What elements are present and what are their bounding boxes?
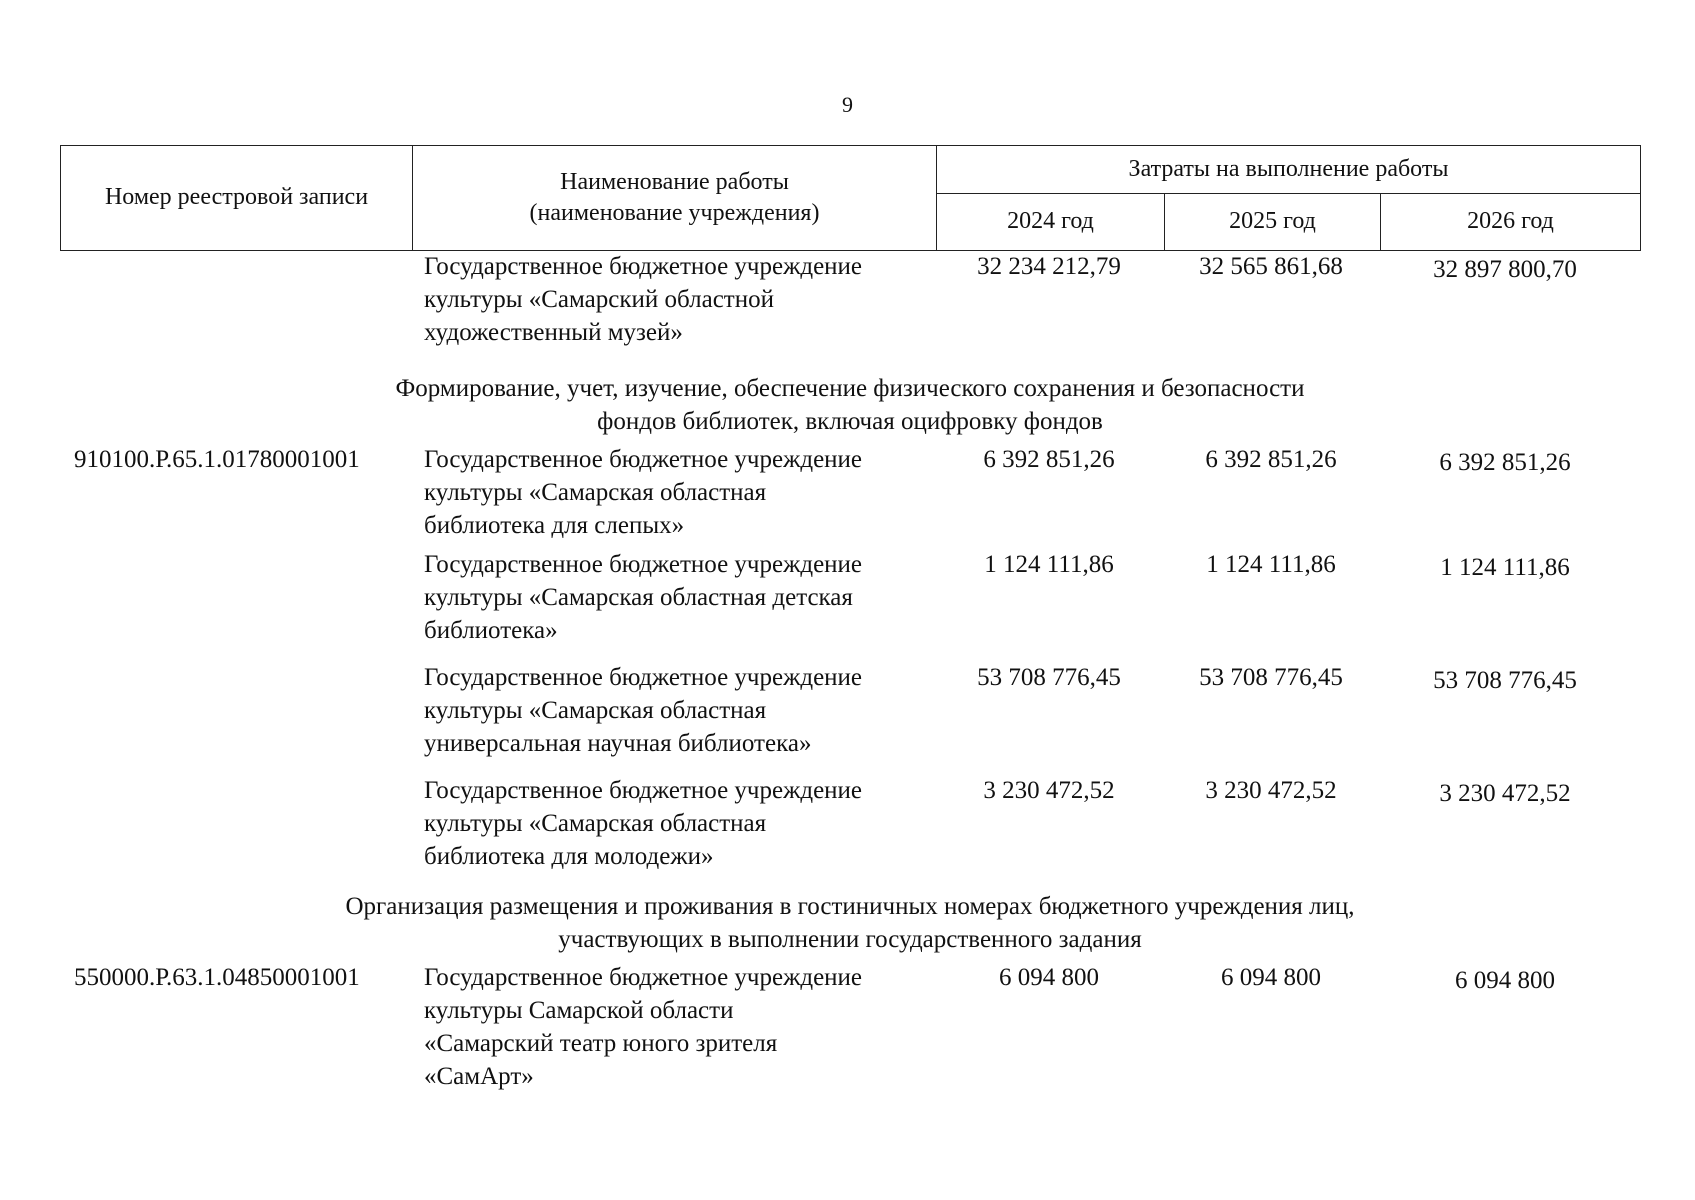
header-year-2024: 2024 год [937, 194, 1165, 251]
header-work-name-line1: Наименование работы [560, 168, 789, 195]
registry-number: 550000.Р.63.1.04850001001 [74, 964, 360, 991]
institution-name [424, 250, 944, 349]
cost-2024: 3 230 472,52 [983, 777, 1115, 804]
section-heading [200, 890, 1500, 956]
registry-number: 910100.Р.65.1.01780001001 [74, 446, 360, 473]
cost-2026: 6 094 800 [1455, 967, 1555, 994]
cost-2024: 6 392 851,26 [983, 446, 1115, 473]
cost-2026: 6 392 851,26 [1439, 449, 1571, 476]
institution-name [424, 961, 944, 1093]
institution-name-line: Государственное бюджетное учреждение [424, 253, 863, 280]
header-registry-number: Номер реестровой записи [61, 146, 413, 251]
institution-name [424, 548, 944, 647]
cost-2025: 6 094 800 [1221, 964, 1321, 991]
cost-2026: 53 708 776,45 [1433, 667, 1577, 694]
institution-name-line: художественный музей» [424, 319, 683, 346]
cost-2025: 1 124 111,86 [1206, 551, 1336, 578]
cost-2026: 3 230 472,52 [1439, 780, 1571, 807]
institution-name-line: библиотека для молодежи» [424, 843, 714, 870]
institution-name-line: универсальная научная библиотека» [424, 730, 812, 757]
institution-name-line: «Самарский театр юного зрителя [424, 1030, 778, 1057]
institution-name [424, 443, 944, 542]
institution-name-line: Государственное бюджетное учреждение [424, 551, 863, 578]
cost-2026: 1 124 111,86 [1440, 554, 1570, 581]
institution-name-line: культуры «Самарская областная [424, 697, 767, 724]
cost-2026: 32 897 800,70 [1433, 256, 1577, 283]
cost-2025: 32 565 861,68 [1199, 253, 1343, 280]
section-heading [200, 372, 1500, 438]
cost-2025: 6 392 851,26 [1205, 446, 1337, 473]
section-heading-line: фондов библиотек, включая оцифровку фондов [597, 408, 1103, 435]
institution-name-line: культуры «Самарская областная [424, 810, 767, 837]
institution-name [424, 774, 944, 873]
institution-name-line: Государственное бюджетное учреждение [424, 964, 863, 991]
cost-2025: 3 230 472,52 [1205, 777, 1337, 804]
institution-name [424, 661, 944, 760]
institution-name-line: Государственное бюджетное учреждение [424, 664, 863, 691]
institution-name-line: культуры «Самарская областная [424, 479, 767, 506]
table-header [60, 145, 1641, 251]
institution-name-line: библиотека для слепых» [424, 512, 685, 539]
cost-2024: 53 708 776,45 [977, 664, 1121, 691]
header-work-name-line2: (наименование учреждения) [529, 200, 820, 226]
institution-name-line: культуры «Самарский областной [424, 286, 774, 313]
header-work-name [413, 146, 937, 251]
cost-2024: 32 234 212,79 [977, 253, 1121, 280]
section-heading-line: участвующих в выполнении государственного задания [558, 926, 1142, 953]
institution-name-line: культуры «Самарская областная детская [424, 584, 853, 611]
section-heading-line: Организация размещения и проживания в гостиничных номерах бюджетного учреждения лиц, [345, 893, 1355, 920]
header-year-2026: 2026 год [1381, 194, 1641, 251]
cost-2025: 53 708 776,45 [1199, 664, 1343, 691]
institution-name-line: Государственное бюджетное учреждение [424, 446, 863, 473]
page-number: 9 [842, 92, 853, 117]
institution-name-line: библиотека» [424, 617, 558, 644]
header-costs: Затраты на выполнение работы [937, 146, 1641, 194]
cost-2024: 6 094 800 [999, 964, 1099, 991]
institution-name-line: культуры Самарской области [424, 997, 734, 1024]
section-heading-line: Формирование, учет, изучение, обеспечение физического сохранения и безопасности [395, 375, 1305, 402]
institution-name-line: «СамАрт» [424, 1063, 534, 1090]
institution-name-line: Государственное бюджетное учреждение [424, 777, 863, 804]
header-year-2025: 2025 год [1165, 194, 1381, 251]
cost-2024: 1 124 111,86 [984, 551, 1114, 578]
